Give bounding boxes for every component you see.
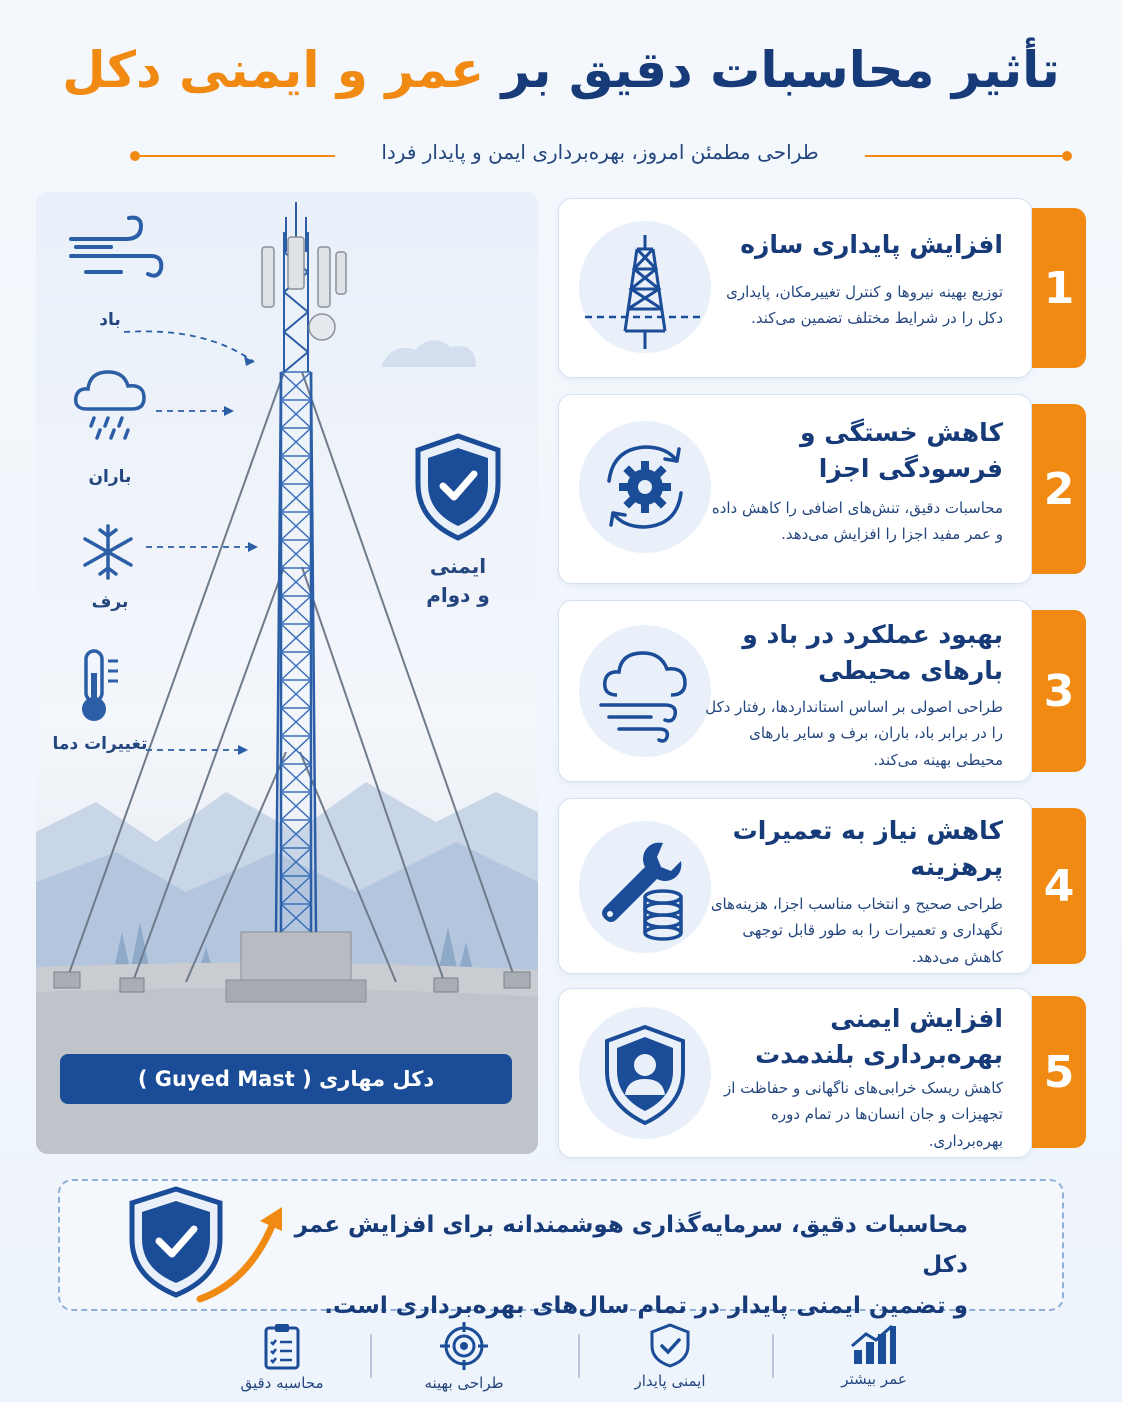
conclusion-line2: و تضمین ایمنی پایدار در تمام سال‌های بهره‌برداری است. <box>324 1292 968 1319</box>
feature-number-5: 5 <box>1032 996 1086 1148</box>
rain-cloud-icon <box>72 364 152 444</box>
weather-label-rain: باران <box>88 467 132 487</box>
cloud-wind-icon <box>579 625 711 757</box>
feature-number-2: 2 <box>1032 404 1086 574</box>
footer-divider <box>772 1334 774 1378</box>
feature-card-5 <box>558 988 1032 1158</box>
divider-dot <box>130 151 140 161</box>
feature-title: بهبود عملکرد در باد و بارهای محیطی <box>742 620 1003 686</box>
feature-card-1 <box>558 198 1032 378</box>
feature-icon-container <box>579 221 711 353</box>
page-title <box>0 42 1122 100</box>
feature-title: افزایش پایداری سازه <box>740 230 1003 259</box>
guyed-mast-illustration <box>36 192 538 1154</box>
conclusion-text <box>268 1205 968 1326</box>
weather-label-temperature: تغییرات دما <box>52 734 148 754</box>
growth-chart-icon <box>850 1322 898 1366</box>
feature-card-4 <box>558 798 1032 974</box>
footer-label: طراحی بهینه <box>424 1374 504 1392</box>
divider-dot <box>1062 151 1072 161</box>
feature-description: محاسبات دقیق، تنش‌های اضافی را کاهش داده و عمر مفید اجزا را افزایش می‌دهد. <box>711 499 1003 544</box>
shield-person-icon <box>579 1007 711 1139</box>
footer-label: محاسبه دقیق <box>240 1374 324 1392</box>
feature-description: کاهش ریسک خرابی‌های ناگهانی و حفاظت از تجهیزات و جان انسان‌ها در تمام دوره بهره‌برداری. <box>724 1079 1003 1150</box>
clipboard-icon <box>262 1322 302 1370</box>
gear-cycle-icon <box>579 421 711 553</box>
subtitle: طراحی مطمئن امروز، بهره‌برداری ایمن و پایدار فردا <box>381 140 819 164</box>
safety-label-line2: و دوام <box>426 583 490 607</box>
footer-item-stable-safety <box>590 1322 750 1394</box>
wind-icon <box>66 214 166 294</box>
shield-check-icon <box>648 1322 692 1368</box>
wrench-coins-icon <box>579 821 711 953</box>
feature-title: افزایش ایمنی بهره‌برداری بلندمدت <box>755 1004 1003 1070</box>
feature-description: طراحی صحیح و انتخاب مناسب اجزا، هزینه‌های نگهداری و تعمیرات را به طور قابل توجهی کاهش می‌دهد. <box>710 895 1003 966</box>
feature-description: توزیع بهینه نیروها و کنترل تغییرمکان، پایداری دکل را در شرایط مختلف تضمین می‌کند. <box>726 283 1003 328</box>
feature-number-1: 1 <box>1032 208 1086 368</box>
subtitle-row <box>130 136 1072 176</box>
footer-item-longer-life <box>794 1322 954 1394</box>
feature-number-3: 3 <box>1032 610 1086 772</box>
tower-icon <box>579 221 711 353</box>
feature-icon-container <box>579 821 711 953</box>
conclusion-line1: محاسبات دقیق، سرمایه‌گذاری هوشمندانه برای افزایش عمر دکل <box>294 1212 968 1279</box>
divider-line <box>865 155 1062 157</box>
safety-label <box>398 552 518 610</box>
feature-title: کاهش نیاز به تعمیرات پرهزینه <box>732 816 1003 882</box>
shield-check-icon <box>412 432 504 542</box>
footer-item-optimal-design <box>384 1322 544 1394</box>
weather-label-wind: باد <box>99 310 121 330</box>
snowflake-icon <box>78 522 138 582</box>
mast-name-banner: دکل مهاری ( Guyed Mast ) <box>60 1054 512 1104</box>
thermometer-icon <box>72 647 132 727</box>
feature-card-2 <box>558 394 1032 584</box>
title-accent: عمر و ایمنی دکل <box>62 41 485 99</box>
feature-number-4: 4 <box>1032 808 1086 964</box>
conclusion-banner <box>58 1179 1064 1319</box>
feature-description: طراحی اصولی بر اساس استانداردها، رفتار دکل را در برابر باد، باران، برف و سایر بارهای محیطی بهینه می‌کند. <box>705 698 1003 769</box>
footer-divider <box>370 1334 372 1378</box>
safety-label-line1: ایمنی <box>429 554 487 578</box>
target-icon <box>440 1322 488 1370</box>
feature-icon-container <box>579 1007 711 1139</box>
feature-title: کاهش خستگی و فرسودگی اجزا <box>799 418 1003 484</box>
title-main: تأثیر محاسبات دقیق بر <box>501 41 1060 99</box>
footer-divider <box>578 1334 580 1378</box>
weather-label-snow: برف <box>91 592 129 612</box>
footer-label: عمر بیشتر <box>841 1370 907 1388</box>
shield-arrow-icon <box>60 1181 300 1311</box>
feature-icon-container <box>579 625 711 757</box>
divider-line <box>140 155 335 157</box>
footer-label: ایمنی پایدار <box>634 1372 706 1390</box>
feature-icon-container <box>579 421 711 553</box>
feature-card-3 <box>558 600 1032 782</box>
footer-item-precise-calculation <box>202 1322 362 1394</box>
